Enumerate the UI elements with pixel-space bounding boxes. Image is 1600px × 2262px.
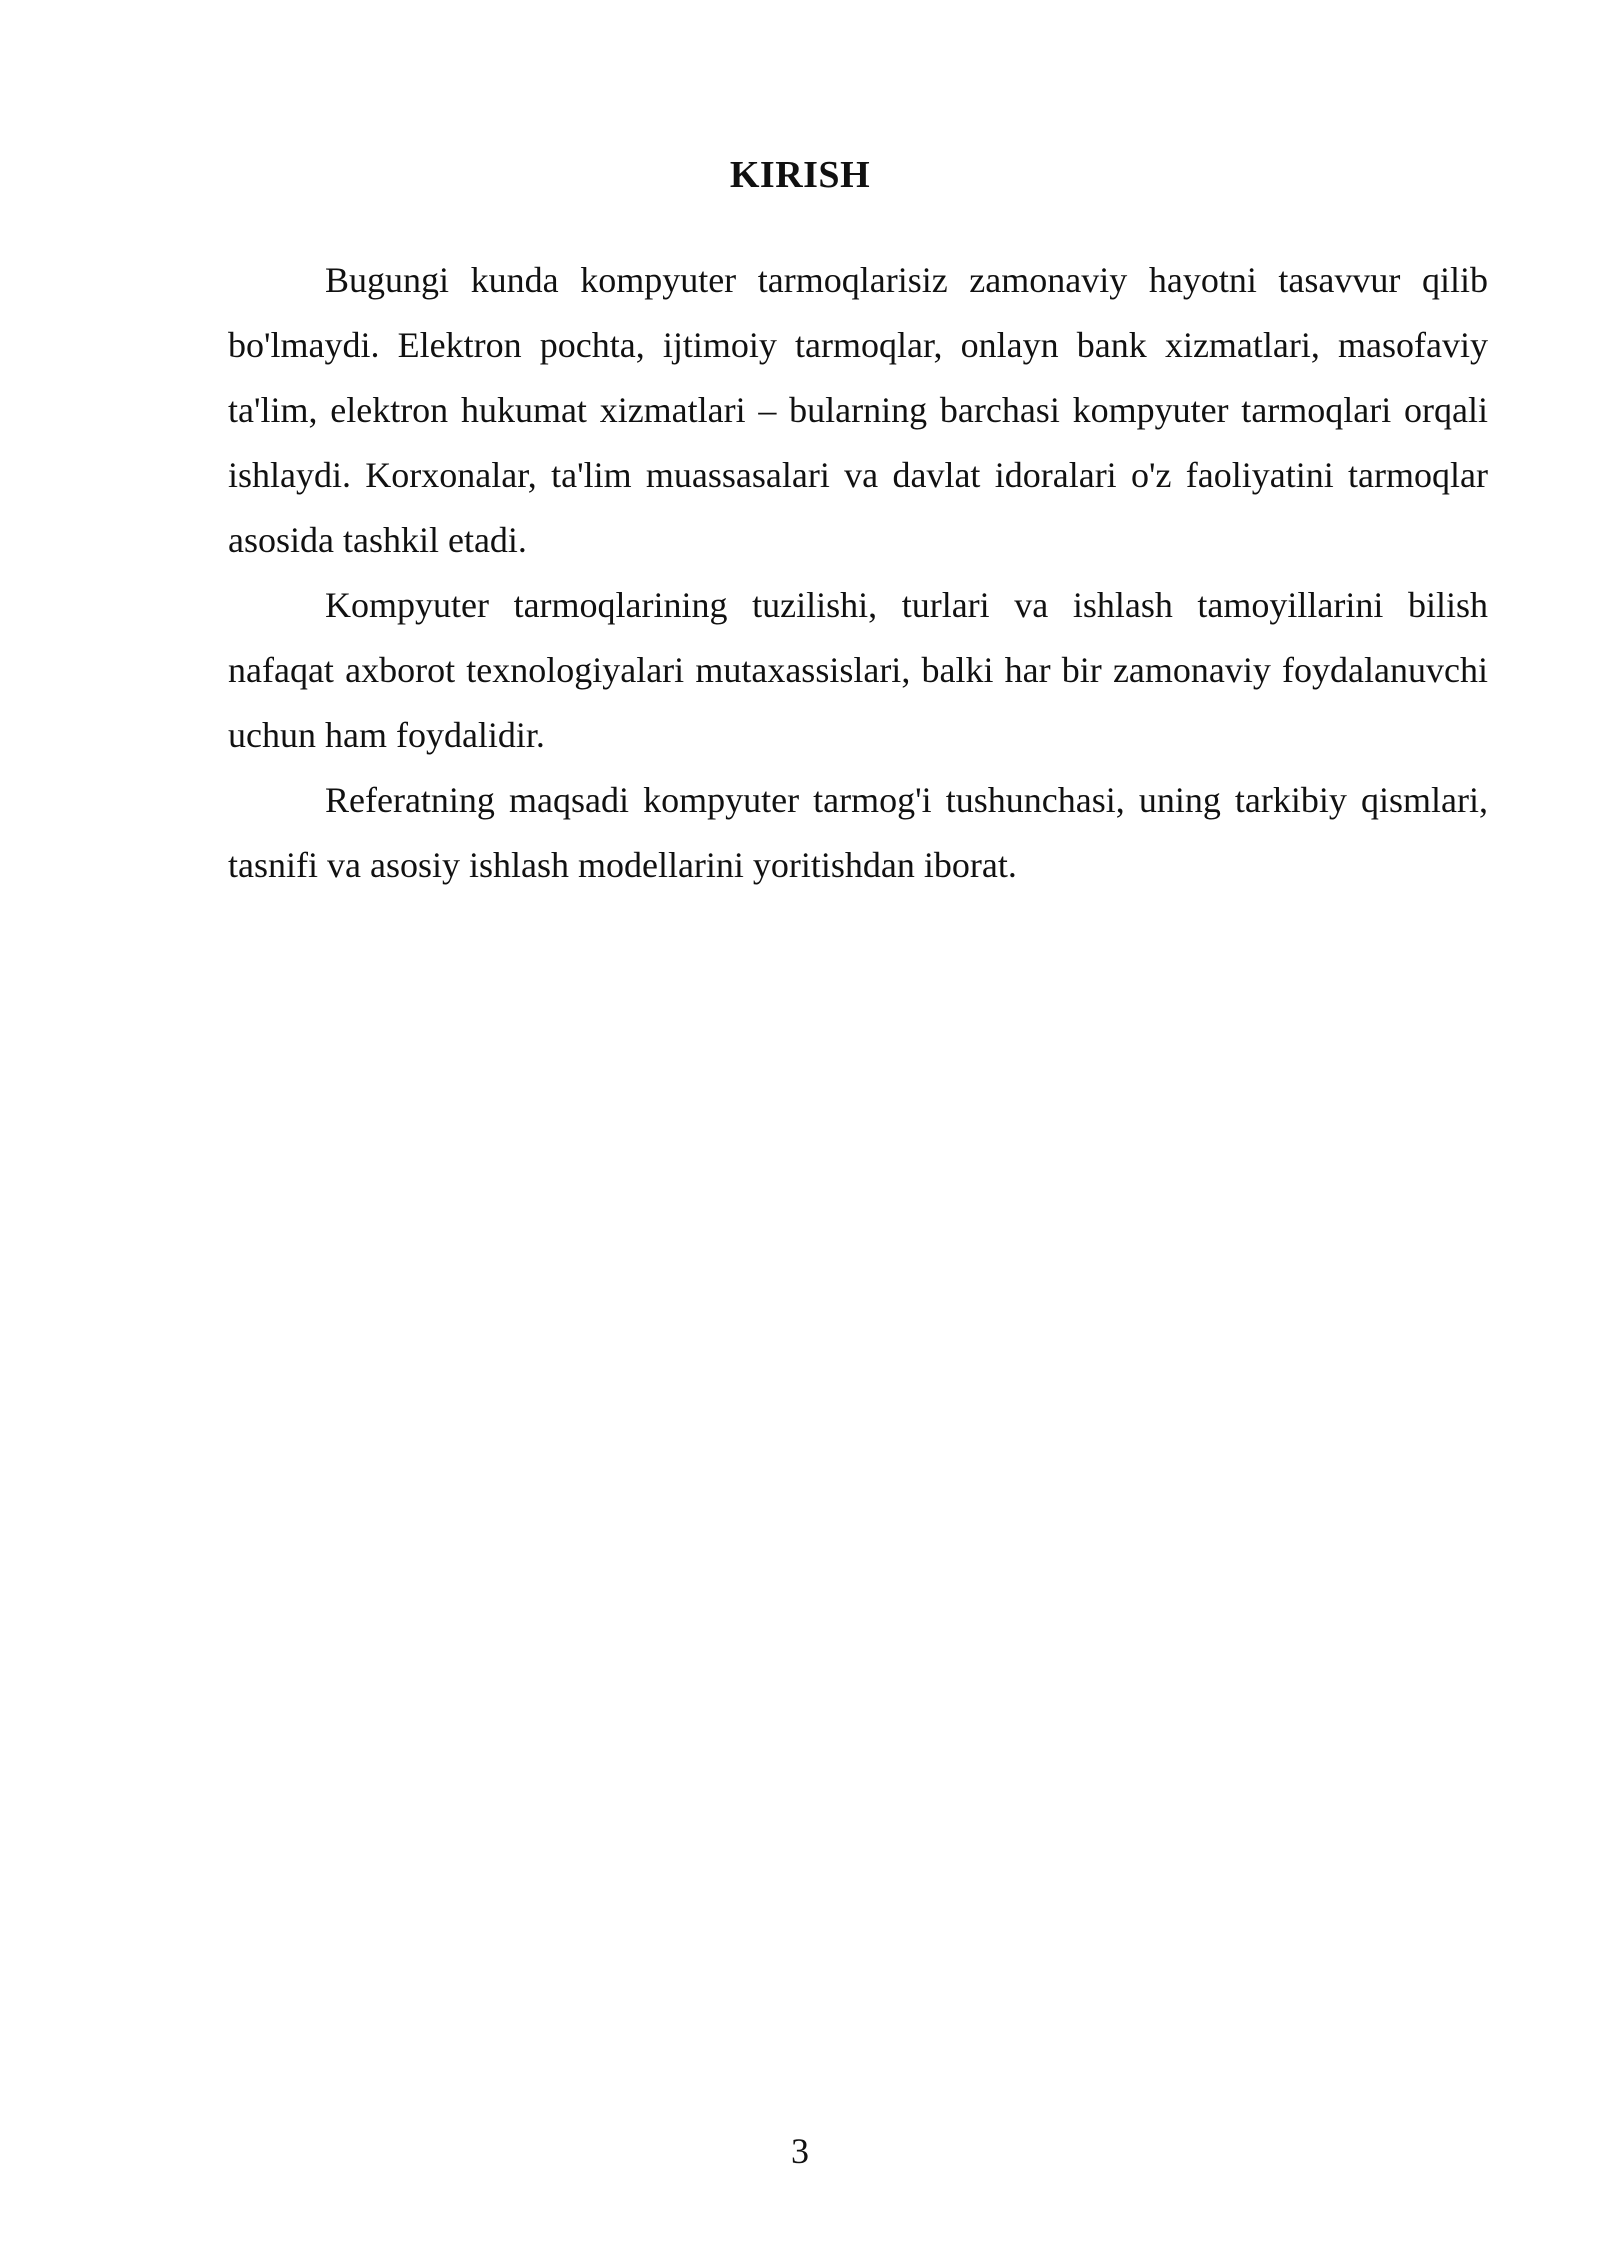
page-number: 3: [791, 2131, 809, 2171]
body-text: [228, 248, 1488, 898]
paragraph-goal: Referatning maqsadi kompyuter tarmog'i tushunchasi, uning tarkibiy qismlari, tasnifi va asosiy ishlash modellarini yoritishdan iborat.: [228, 780, 1488, 885]
paragraph-intro: Bugungi kunda kompyuter tarmoqlarisiz zamonaviy hayotni tasavvur qilib bo'lmaydi. Elektron pochta, ijtimoiy tarmoqlar, onlayn bank xizmatlari, masofaviy ta'lim, elektron hukumat xizmatlari – bularning barchasi kompyuter tarmoqlari orqali ishlaydi. Korxonalar, ta'lim muassasalari va davlat idoralari o'z faoliyatini tarmoqlar asosida tashkil etadi.: [228, 260, 1488, 560]
paragraph-knowledge: Kompyuter tarmoqlarining tuzilishi, turlari va ishlash tamoyillarini bilish nafaqat axborot texnologiyalari mutaxassislari, balki har bir zamonaviy foydalanuvchi uchun ham foydalidir.: [228, 585, 1488, 755]
section-heading: KIRISH: [729, 154, 871, 196]
